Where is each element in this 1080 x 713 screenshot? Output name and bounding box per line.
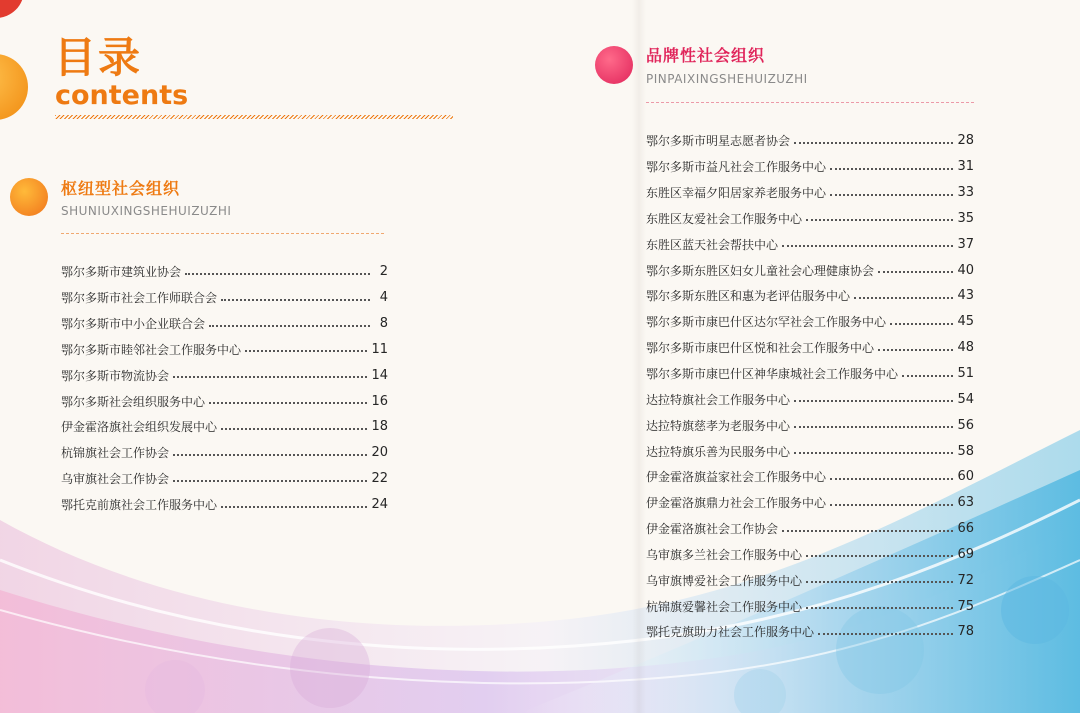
dot-leader <box>830 478 953 480</box>
toc-entry[interactable] <box>646 438 974 464</box>
toc-entry-title: 东胜区友爱社会工作服务中心 <box>646 211 803 226</box>
page-gutter <box>632 0 646 713</box>
toc-entry[interactable] <box>61 311 388 337</box>
toc-entry-page: 28 <box>957 133 974 149</box>
toc-entry[interactable] <box>646 567 974 593</box>
toc-entry[interactable] <box>61 259 388 285</box>
dot-leader <box>185 273 370 275</box>
toc-entry-page: 56 <box>957 417 974 433</box>
toc-entry[interactable] <box>646 386 974 412</box>
toc-entry-title: 鄂尔多斯市物流协会 <box>61 368 170 383</box>
toc-entry-page: 24 <box>371 497 388 513</box>
dot-leader <box>209 402 367 404</box>
toc-entry-title: 达拉特旗乐善为民服务中心 <box>646 444 791 459</box>
toc-entry-page: 51 <box>957 366 974 382</box>
toc-entry-page: 45 <box>957 314 974 330</box>
toc-entry-page: 11 <box>371 341 388 357</box>
toc-entry-title: 乌审旗博爱社会工作服务中心 <box>646 573 803 588</box>
toc-entry-page: 78 <box>957 624 974 640</box>
toc-entry-page: 58 <box>957 443 974 459</box>
toc-entry[interactable] <box>61 285 388 311</box>
toc-entry-title: 鄂托克前旗社会工作服务中心 <box>61 498 218 513</box>
section-title: 枢纽型社会组织 <box>61 179 181 198</box>
dot-leader <box>902 375 953 377</box>
toc-entry-title: 东胜区幸福夕阳居家养老服务中心 <box>646 186 827 201</box>
toc-entry-title: 鄂尔多斯市康巴什区神华康城社会工作服务中心 <box>646 367 899 382</box>
dot-leader <box>818 633 953 635</box>
toc-entry-page: 69 <box>957 546 974 562</box>
dot-leader <box>782 245 953 247</box>
dot-leader <box>173 454 367 456</box>
dot-leader <box>830 168 953 170</box>
toc-entry[interactable] <box>646 206 974 232</box>
toc-entry-page: 4 <box>379 290 388 306</box>
toc-entry[interactable] <box>646 257 974 283</box>
toc-entry-title: 鄂尔多斯东胜区和惠为老评估服务中心 <box>646 289 851 304</box>
dot-leader <box>245 350 367 352</box>
toc-entry[interactable] <box>646 335 974 361</box>
toc-entry[interactable] <box>646 412 974 438</box>
toc-entry-title: 杭锦旗社会工作协会 <box>61 446 170 461</box>
dot-leader <box>209 325 370 327</box>
toc-entry-title: 东胜区蓝天社会帮扶中心 <box>646 237 779 252</box>
dot-leader <box>173 376 367 378</box>
dot-leader <box>794 426 953 428</box>
toc-entry[interactable] <box>646 464 974 490</box>
toc-entry[interactable] <box>646 619 974 645</box>
toc-entry-title: 达拉特旗慈孝为老服务中心 <box>646 418 791 433</box>
toc-entry-title: 鄂尔多斯市康巴什区达尔罕社会工作服务中心 <box>646 315 887 330</box>
toc-entry[interactable] <box>646 283 974 309</box>
toc-entry-title: 伊金霍洛旗社会组织发展中心 <box>61 420 218 435</box>
section-divider <box>61 233 384 234</box>
toc-entry[interactable] <box>61 337 388 363</box>
toc-entry-title: 鄂托克旗助力社会工作服务中心 <box>646 625 815 640</box>
toc-entry-title: 鄂尔多斯市康巴什区悦和社会工作服务中心 <box>646 341 875 356</box>
section-subtitle-pinyin: SHUNIUXINGSHEHUIZUZHI <box>61 204 232 218</box>
toc-entry-title: 鄂尔多斯市建筑业协会 <box>61 265 182 280</box>
toc-entry-title: 鄂尔多斯市益凡社会工作服务中心 <box>646 160 827 175</box>
dot-leader <box>854 297 953 299</box>
toc-entry-title: 鄂尔多斯市中小企业联合会 <box>61 317 206 332</box>
dot-leader <box>830 194 953 196</box>
toc-entry[interactable] <box>646 180 974 206</box>
dot-leader <box>221 506 367 508</box>
toc-entry[interactable] <box>646 516 974 542</box>
toc-entry[interactable] <box>61 362 388 388</box>
toc-entry-page: 16 <box>371 393 388 409</box>
dot-leader <box>878 349 953 351</box>
section-divider <box>646 102 974 103</box>
toc-entry-page: 20 <box>371 445 388 461</box>
toc-entry[interactable] <box>61 388 388 414</box>
dot-leader <box>806 607 953 609</box>
toc-entry-title: 伊金霍洛旗社会工作协会 <box>646 522 779 537</box>
toc-entry-page: 14 <box>371 367 388 383</box>
toc-title-chinese: 目录 <box>54 33 143 82</box>
toc-entry-page: 54 <box>957 391 974 407</box>
toc-entry-title: 达拉特旗社会工作服务中心 <box>646 392 791 407</box>
toc-entry-page: 35 <box>957 210 974 226</box>
toc-entry-title: 乌审旗社会工作协会 <box>61 472 170 487</box>
dot-leader <box>794 142 953 144</box>
toc-entry[interactable] <box>61 466 388 492</box>
toc-entry[interactable] <box>646 490 974 516</box>
dot-leader <box>890 323 953 325</box>
dot-leader <box>806 555 953 557</box>
toc-entry-title: 鄂尔多斯社会组织服务中心 <box>61 394 206 409</box>
toc-entry[interactable] <box>646 154 974 180</box>
toc-entry[interactable] <box>646 231 974 257</box>
toc-entry-page: 66 <box>957 521 974 537</box>
toc-entry-page: 60 <box>957 469 974 485</box>
toc-entry[interactable] <box>646 593 974 619</box>
dot-leader <box>794 400 953 402</box>
toc-entry-title: 鄂尔多斯东胜区妇女儿童社会心理健康协会 <box>646 263 875 278</box>
toc-entry-page: 18 <box>371 419 388 435</box>
toc-entry-title: 伊金霍洛旗益家社会工作服务中心 <box>646 470 827 485</box>
toc-entry-page: 75 <box>957 598 974 614</box>
section-bullet-icon <box>595 46 633 84</box>
toc-entry[interactable] <box>646 309 974 335</box>
toc-entry-page: 48 <box>957 340 974 356</box>
toc-entry-page: 22 <box>371 471 388 487</box>
toc-entry-page: 72 <box>957 572 974 588</box>
dot-leader <box>794 452 953 454</box>
dot-leader <box>221 428 367 430</box>
dot-leader <box>878 271 953 273</box>
dot-leader <box>221 299 370 301</box>
toc-entry-page: 37 <box>957 236 974 252</box>
toc-entry[interactable] <box>61 414 388 440</box>
toc-entry-page: 63 <box>957 495 974 511</box>
dot-leader <box>806 219 953 221</box>
section-title: 品牌性社会组织 <box>646 46 766 65</box>
toc-entry-page: 40 <box>957 262 974 278</box>
toc-entry-title: 鄂尔多斯市社会工作师联合会 <box>61 291 218 306</box>
toc-entry-page: 8 <box>379 316 388 332</box>
toc-entry-title: 杭锦旗爱馨社会工作服务中心 <box>646 599 803 614</box>
toc-entry-page: 43 <box>957 288 974 304</box>
title-divider <box>55 115 453 119</box>
toc-entry-page: 33 <box>957 185 974 201</box>
toc-entry[interactable] <box>61 492 388 518</box>
toc-list-section-1 <box>61 259 388 517</box>
toc-entry[interactable] <box>646 542 974 568</box>
toc-entry-title: 乌审旗多兰社会工作服务中心 <box>646 547 803 562</box>
dot-leader <box>782 530 953 532</box>
toc-title-english: contents <box>55 80 189 111</box>
toc-entry-page: 31 <box>957 159 974 175</box>
dot-leader <box>830 504 953 506</box>
toc-entry-title: 伊金霍洛旗鼎力社会工作服务中心 <box>646 496 827 511</box>
section-bullet-icon <box>10 178 48 216</box>
toc-entry[interactable] <box>646 128 974 154</box>
dot-leader <box>806 581 953 583</box>
section-subtitle-pinyin: PINPAIXINGSHEHUIZUZHI <box>646 72 808 86</box>
toc-entry[interactable] <box>61 440 388 466</box>
toc-entry-title: 鄂尔多斯市睦邻社会工作服务中心 <box>61 342 242 357</box>
toc-list-section-2 <box>646 128 974 645</box>
toc-entry[interactable] <box>646 361 974 387</box>
toc-entry-page: 2 <box>379 264 388 280</box>
dot-leader <box>173 480 367 482</box>
toc-entry-title: 鄂尔多斯市明星志愿者协会 <box>646 134 791 149</box>
